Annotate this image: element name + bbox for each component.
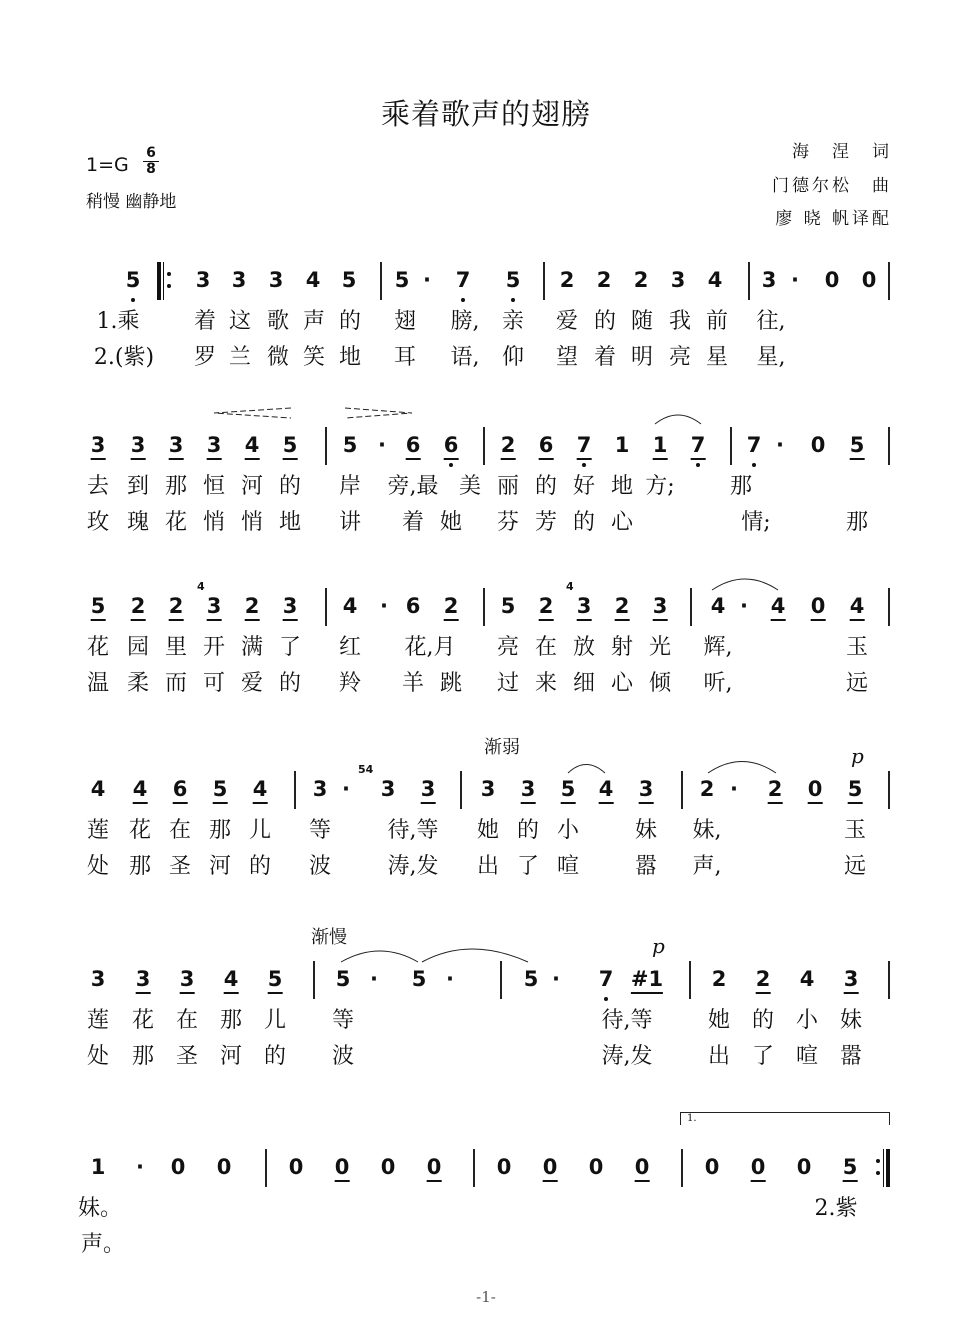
note: 5 [341,268,357,292]
note: 5 [335,967,351,991]
lyric: 亮 [496,635,520,660]
lyric: 妹 [634,818,658,843]
note: 3 [131,433,146,460]
lyric: 玉 [843,818,867,843]
note: 3 [136,967,151,994]
lyric: 爱 [555,309,579,334]
note: 3 [91,433,106,460]
lyric: 远 [843,854,867,879]
note: 3 [480,777,496,801]
lyric: 那 [729,474,753,499]
lyric: 望 [555,345,579,370]
note: 0 [811,594,826,621]
lyric: 花 [128,818,152,843]
note: 5 [91,594,106,621]
note: · [342,777,350,801]
lyric: 的 [534,474,558,499]
note: · [776,433,784,457]
note: 4 [305,268,321,292]
lyric: 辉, [703,635,733,660]
lyric: 莲 [86,818,110,843]
note: 7 [455,268,471,292]
decrescendo-hairpin [345,408,412,418]
lyric: 放 [572,635,596,660]
note: 5 [848,777,863,804]
note: 2 [596,268,612,292]
note: 6 [405,594,421,618]
lyric: 圣 [175,1044,199,1069]
lyric: 她 [439,510,463,535]
lyric: 了 [751,1044,775,1069]
slur-5 [341,951,418,962]
lyric: 波 [331,1044,355,1069]
grace-note-1: 4 [197,580,205,593]
lyric: 膀, [450,309,480,334]
lyric: 她 [476,818,500,843]
note: 4 [710,594,726,618]
note: 5 [342,433,358,457]
note: 0 [216,1155,232,1179]
lyric: 跳 [439,671,463,696]
note: 2 [559,268,575,292]
lyric: 温 [86,671,110,696]
note: 3 [653,594,668,621]
lyric: 在 [175,1008,199,1033]
note: 3 [521,777,536,804]
note: 0 [824,268,840,292]
note: 3 [207,594,222,621]
note: 6 [173,777,188,804]
note: 7 [577,433,592,460]
lyric: 亮 [668,345,692,370]
lyric: 妹 [839,1008,863,1033]
lyric: 的 [572,510,596,535]
lyric: 那 [208,818,232,843]
time-signature-bottom: 8 [143,161,159,177]
note: 3 [380,777,396,801]
lyric: 涛,发 [601,1044,653,1069]
grace-note-2: 4 [566,580,574,593]
lyric: 随 [630,309,654,334]
lyric: 小 [556,818,580,843]
lyric: 好 [572,474,596,499]
note: #1 [631,967,663,994]
lyric: 旁,最 [387,474,439,499]
lyric: 声, [692,854,722,879]
note: 0 [335,1155,350,1182]
lyric: 美 [458,474,482,499]
note: 2 [539,594,554,621]
lyric: 罗 [193,345,217,370]
note: 4 [133,777,148,804]
note: · [446,967,454,991]
lyric: 红 [338,635,362,660]
lyric: 芬 [496,510,520,535]
song-title: 乘着歌声的翅膀 [380,97,591,131]
lyric: 出 [707,1044,731,1069]
note: 0 [751,1155,766,1182]
time-signature-top: 6 [146,145,156,161]
lyric: 心 [610,510,634,535]
note: 7 [746,433,762,457]
lyric: 的 [516,818,540,843]
note: 2 [633,268,649,292]
lyric: 嚣 [839,1044,863,1069]
lyric: 柔 [126,671,150,696]
lyric: 满 [240,635,264,660]
lyric: 喧 [795,1044,819,1069]
note: 0 [427,1155,442,1182]
note: 4 [771,594,786,621]
ritardando-marking: 渐慢 [311,927,347,948]
lyric: 着 [401,510,425,535]
note: 0 [810,433,826,457]
lyric: 她 [707,1008,731,1033]
lyric: 射 [610,635,634,660]
note: 2 [501,433,516,460]
note: 5 [843,1155,858,1182]
lyric: 瑰 [126,510,150,535]
slur-1 [655,415,701,424]
lyric: 羚 [338,671,362,696]
lyric: 丽 [496,474,520,499]
grace-note-3: 54 [358,763,374,776]
lyric: 地 [610,474,634,499]
lyric: 亲 [501,309,525,334]
lyric: 那 [219,1008,243,1033]
lyric: 儿 [248,818,272,843]
lyric: 的 [263,1044,287,1069]
lyric: 悄 [240,510,264,535]
lyric: 花,月 [404,635,456,660]
note: · [378,433,386,457]
lyric: 那 [128,854,152,879]
note: 3 [312,777,328,801]
lyric: 歌 [266,309,290,334]
translator-credit: 廖 晓 帆译配 [775,209,892,229]
lyric: 玫 [86,510,110,535]
note: 2 [711,967,727,991]
lyric: 明 [630,345,654,370]
lyric: 花 [86,635,110,660]
note: · [552,967,560,991]
note: 0 [861,268,877,292]
note: 5 [125,268,141,292]
lyric: 情; [741,510,771,535]
note: 4 [799,967,815,991]
lyric: 心 [610,671,634,696]
lyric: 地 [338,345,362,370]
lyric: 讲 [338,510,362,535]
slur-6 [422,949,528,962]
lyric: 处 [86,854,110,879]
lyric: 2.紫 [814,1196,858,1221]
note: 5 [523,967,539,991]
note: 7 [598,967,614,991]
note: 4 [253,777,268,804]
note: 2 [131,594,146,621]
lyric: 前 [705,309,729,334]
lyric: 去 [86,474,110,499]
note: 3 [670,268,686,292]
lyric: 声 [302,309,326,334]
lyric: 语, [450,345,480,370]
lyric: 光 [648,635,672,660]
lyric: 喧 [556,854,580,879]
lyric: 在 [168,818,192,843]
note: 5 [213,777,228,804]
lyric: 小 [795,1008,819,1033]
lyric: 涛,发 [387,854,439,879]
lyric: 等 [308,818,332,843]
note: 5 [411,967,427,991]
crescendo-hairpin [214,408,291,418]
note: 0 [288,1155,304,1179]
note: 1 [653,433,668,460]
note: 5 [268,967,283,994]
lyric: 波 [308,854,332,879]
lyric: 仰 [501,345,525,370]
note: 2 [169,594,184,621]
lyric: 花 [164,510,188,535]
note: 6 [539,433,554,460]
slur-3 [568,765,605,774]
note: 5 [394,268,410,292]
note: · [791,268,799,292]
lyric: 园 [126,635,150,660]
lyric: 等 [331,1008,355,1033]
note: 5 [850,433,865,460]
page-number: -1- [476,1288,496,1306]
note: 2 [756,967,771,994]
note: 3 [169,433,184,460]
tempo-marking: 稍慢 幽静地 [86,192,177,212]
note: 4 [707,268,723,292]
note: 0 [796,1155,812,1179]
lyric: 笑 [302,345,326,370]
lyric: 河 [208,854,232,879]
lyric: 而 [164,671,188,696]
note: 4 [90,777,106,801]
lyric: 地 [278,510,302,535]
note: · [136,1155,144,1179]
lyric: 的 [751,1008,775,1033]
lyric: 2.(紫) [93,345,155,370]
lyric: 处 [86,1044,110,1069]
composer-credit: 门德尔松 曲 [772,176,892,196]
lyric: 花 [131,1008,155,1033]
lyric: 到 [126,474,150,499]
note: 1 [90,1155,106,1179]
lyric: 往, [756,309,786,334]
note: · [370,967,378,991]
key-label: 1=G [86,154,129,176]
note: 1 [614,433,630,457]
note: 3 [207,433,222,460]
note: 5 [561,777,576,804]
lyric: 过 [496,671,520,696]
piano-dynamic-2: p [652,934,665,958]
note: 2 [245,594,260,621]
note: 2 [444,594,459,621]
note: 0 [380,1155,396,1179]
lyric: 着 [193,309,217,334]
lyric: 了 [278,635,302,660]
lyric: 1.乘 [96,309,140,334]
lyric: 倾 [648,671,672,696]
note: 3 [761,268,777,292]
note: · [380,594,388,618]
slur-2 [712,579,778,590]
lyric: 的 [593,309,617,334]
lyric: 方; [645,474,675,499]
note: 3 [283,594,298,621]
note: 2 [699,777,715,801]
lyric: 待,等 [387,818,439,843]
lyric: 的 [248,854,272,879]
lyric: 的 [278,671,302,696]
lyric: 的 [338,309,362,334]
note: 3 [231,268,247,292]
note: · [740,594,748,618]
lyricist-credit: 海 涅 词 [792,142,892,162]
piano-dynamic-1: p [851,744,864,768]
lyric: 里 [164,635,188,660]
note: 0 [170,1155,186,1179]
lyric: 远 [845,671,869,696]
note: · [730,777,738,801]
lyric: 那 [845,510,869,535]
note: 4 [850,594,865,621]
lyric: 出 [476,854,500,879]
lyric: 悄 [202,510,226,535]
slur-4 [708,762,776,774]
note: 5 [283,433,298,460]
note: 4 [245,433,260,460]
lyric: 莲 [86,1008,110,1033]
note: 4 [224,967,239,994]
diminuendo-marking: 渐弱 [484,737,520,758]
lyric: 岸 [338,474,362,499]
lyric: 我 [668,309,692,334]
note: 0 [704,1155,720,1179]
note: 3 [421,777,436,804]
lyric: 翅 [393,309,417,334]
lyric: 河 [240,474,264,499]
note: 4 [599,777,614,804]
note: 0 [635,1155,650,1182]
lyric: 妹。 [77,1196,123,1221]
lyric: 妹, [692,818,722,843]
note: 3 [844,967,859,994]
lyric: 圣 [168,854,192,879]
note: 0 [543,1155,558,1182]
lyric: 星, [756,345,786,370]
lyric: 耳 [393,345,417,370]
note: 6 [444,433,459,460]
note: · [423,268,431,292]
lyric: 爱 [240,671,264,696]
note: 7 [691,433,706,460]
lyric: 星 [705,345,729,370]
lyric: 开 [202,635,226,660]
lyric: 听, [703,671,733,696]
lyric: 河 [219,1044,243,1069]
note: 3 [90,967,106,991]
lyric: 来 [534,671,558,696]
lyric: 那 [131,1044,155,1069]
lyric: 这 [228,309,252,334]
note: 3 [268,268,284,292]
lyric: 声。 [80,1232,126,1257]
lyric: 微 [266,345,290,370]
note: 5 [505,268,521,292]
note: 3 [639,777,654,804]
note: 2 [615,594,630,621]
note: 2 [768,777,783,804]
lyric: 可 [202,671,226,696]
note: 3 [180,967,195,994]
note: 6 [406,433,421,460]
note: 5 [500,594,516,618]
lyric: 兰 [228,345,252,370]
lyric: 着 [593,345,617,370]
note: 4 [342,594,358,618]
note: 0 [496,1155,512,1179]
note: 3 [577,594,592,621]
note: 0 [588,1155,604,1179]
lyric: 恒 [202,474,226,499]
lyric: 儿 [263,1008,287,1033]
lyric: 那 [164,474,188,499]
lyric: 芳 [534,510,558,535]
lyric: 嚣 [634,854,658,879]
note: 3 [195,268,211,292]
lyric: 细 [572,671,596,696]
lyric: 待,等 [601,1008,653,1033]
note: 0 [808,777,823,804]
lyric: 玉 [845,635,869,660]
lyric: 在 [534,635,558,660]
lyric: 了 [516,854,540,879]
lyric: 的 [278,474,302,499]
lyric: 羊 [401,671,425,696]
first-ending-label: 1. [687,1113,697,1124]
